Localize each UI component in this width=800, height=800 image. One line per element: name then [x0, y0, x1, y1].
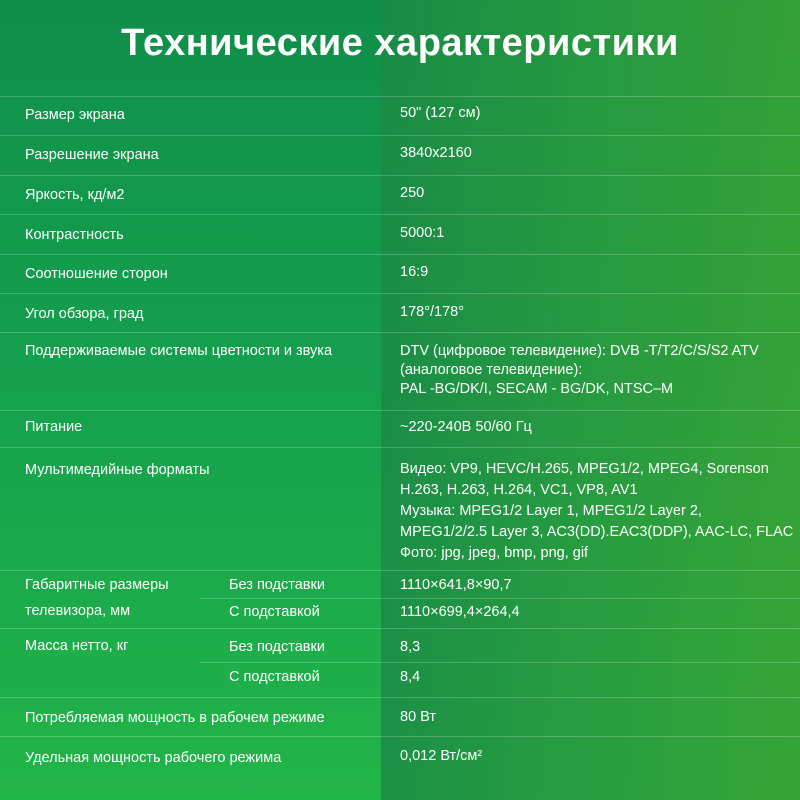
divider [0, 175, 800, 176]
divider [0, 135, 800, 136]
multimedia-line: Фото: jpg, jpeg, bmp, png, gif [400, 545, 589, 561]
dimensions-label-line2: телевизора, мм [25, 603, 131, 619]
color-systems-line: (аналоговое телевидение): [400, 362, 583, 378]
page-title: Технические характеристики [121, 22, 679, 64]
power-consumption-label: Потребляемая мощность в рабочем режиме [25, 710, 325, 726]
aspect-ratio-value: 16:9 [400, 264, 429, 280]
divider [0, 628, 800, 629]
net-weight-with-stand-value: 8,4 [400, 669, 421, 685]
contrast-label: Контрастность [25, 227, 124, 243]
dimensions-label-line1: Габаритные размеры [25, 577, 169, 593]
viewing-angle-label: Угол обзора, град [25, 306, 144, 322]
divider [0, 96, 800, 97]
multimedia-line: MPEG1/2/2.5 Layer 3, AC3(DD).EAC3(DDP), AAC-LC, FLAC [400, 524, 794, 540]
color-systems-line: PAL -BG/DK/I, SECAM - BG/DK, NTSC–M [400, 381, 674, 397]
dimensions-with-stand-label: С подставкой [229, 604, 320, 620]
net-weight-without-stand-label: Без подставки [229, 639, 325, 655]
screen-size-label: Размер экрана [25, 107, 125, 123]
multimedia-line: Музыка: MPEG1/2 Layer 1, MPEG1/2 Layer 2, [400, 503, 702, 519]
dimensions-without-stand-value: 1110×641,8×90,7 [400, 577, 512, 593]
color-systems-label: Поддерживаемые системы цветности и звука [25, 343, 333, 359]
specific-power-label: Удельная мощность рабочего режима [25, 750, 282, 766]
resolution-label: Разрешение экрана [25, 147, 159, 163]
divider [0, 410, 800, 411]
dimensions-with-stand-value: 1110×699,4×264,4 [400, 604, 520, 620]
power-supply-value: ~220-240В 50/60 Гц [400, 419, 532, 435]
brightness-value: 250 [400, 185, 425, 201]
net-weight-with-stand-label: С подставкой [229, 669, 320, 685]
divider [0, 447, 800, 448]
color-systems-line: DTV (цифровое телевидение): DVB -T/T2/C/S/S2 ATV [400, 343, 759, 359]
divider [0, 736, 800, 737]
aspect-ratio-label: Соотношение сторон [25, 266, 168, 282]
divider [0, 293, 800, 294]
power-consumption-value: 80 Вт [400, 709, 436, 725]
resolution-value: 3840x2160 [400, 145, 472, 161]
divider [0, 570, 800, 571]
screen-size-value: 50" (127 см) [400, 105, 481, 121]
brightness-label: Яркость, кд/м2 [25, 187, 125, 203]
multimedia-label: Мультимедийные форматы [25, 462, 210, 478]
divider [0, 214, 800, 215]
net-weight-without-stand-value: 8,3 [400, 639, 421, 655]
divider [200, 598, 800, 599]
power-supply-label: Питание [25, 419, 83, 435]
divider [200, 662, 800, 663]
net-weight-label: Масса нетто, кг [25, 638, 129, 654]
multimedia-value [400, 459, 793, 564]
contrast-value: 5000:1 [400, 225, 445, 241]
viewing-angle-value: 178°/178° [400, 304, 465, 320]
divider [0, 254, 800, 255]
color-systems-value [400, 342, 759, 399]
divider [0, 697, 800, 698]
divider [0, 332, 800, 333]
specific-power-value: 0,012 Вт/см² [400, 748, 483, 764]
multimedia-line: Видео: VP9, HEVC/H.265, MPEG1/2, MPEG4, Sorenson [400, 461, 769, 477]
dimensions-without-stand-label: Без подставки [229, 577, 325, 593]
multimedia-line: H.263, H.263, H.264, VC1, VP8, AV1 [400, 482, 638, 498]
